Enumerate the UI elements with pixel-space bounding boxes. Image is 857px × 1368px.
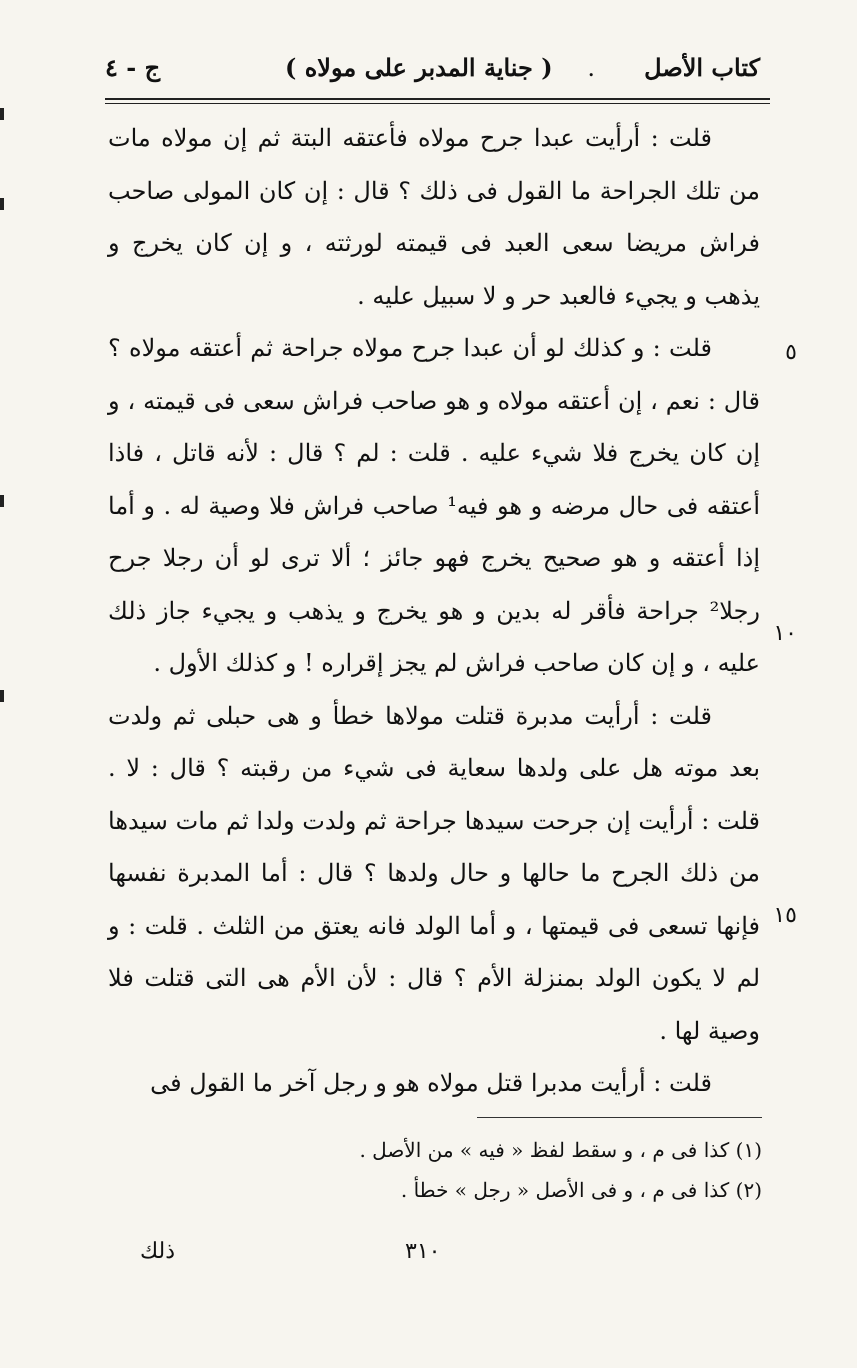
catchword: ذلك: [140, 1239, 176, 1264]
edge-mark: [0, 690, 4, 702]
line-number-15: ١٥: [773, 903, 797, 928]
paragraph: قلت : أرأيت مدبرة قتلت مولاها خطأ و هى حبلى ثم ولدت بعد موته هل على ولدها سعاية فى شيء من رقبته ؟ قال : لا . قلت : أرأيت إن جرحت سيدها جراحة ثم ولدت ولدا ثم مات سيدها من ذلك الجرح ما حالها و حال ولدها ؟ قال : أما المدبرة نفسها فإنها تسعى فى قيمتها ، و أما الولد فانه يعتق من الثلث . قلت : و لم لا يكون الولد بمنزلة الأم ؟ قال : لأن الأم هى التى قتلت فلا وصية لها .: [108, 701, 760, 1045]
edge-mark: [0, 495, 4, 507]
main-text: [108, 112, 760, 1110]
line-number-10: ١٠: [773, 621, 797, 646]
book-title: كتاب الأصل: [644, 53, 760, 82]
header-rule-thin: [105, 103, 770, 104]
chapter-title: ( جناية المدبر على مولاه ): [285, 53, 553, 82]
footnote-rule: [477, 1117, 762, 1118]
running-header: [105, 48, 770, 96]
edge-mark: [0, 108, 4, 120]
paragraph: قلت : و كذلك لو أن عبدا جرح مولاه جراحة ثم أعتقه مولاه ؟ قال : نعم ، إن أعتقه مولاه و هو صاحب فراش سعى فى قيمته ، و إن كان يخرج فلا شيء عليه . قلت : لم ؟ قال : لأنه قاتل ، فاذا أعتقه فى حال مرضه و هو فيه¹ صاحب فراش فلا وصية له . و أما إذا أعتقه و هو صحيح يخرج فهو جائز ؛ ألا ترى لو أن رجلا جرح رجلا² جراحة فأقر له بدين و هو يخرج و يذهب و يجيء جاز ذلك عليه ، و إن كان صاحب فراش لم يجز إقراره ! و كذلك الأول .: [108, 334, 760, 677]
line-number-5: ٥: [785, 340, 797, 365]
header-rule-thick: [105, 98, 770, 100]
footnotes: [122, 1130, 762, 1210]
paragraph: قلت : أرأيت عبدا جرح مولاه فأعتقه البتة ثم إن مولاه مات من تلك الجراحة ما القول فى ذلك ؟ قال : إن كان المولى صاحب فراش مريضا سعى العبد فى قيمته لورثته ، و إن كان يخرج و يذهب و يجيء فالعبد حر و لا سبيل عليه .: [108, 124, 760, 310]
volume-number: ج - ٤: [105, 53, 161, 82]
page-number: ٣١٠: [405, 1239, 441, 1264]
footnote-2: (٢) كذا فى م ، و فى الأصل « رجل » خطأ .: [400, 1178, 762, 1202]
footnote-1: (١) كذا فى م ، و سقط لفظ « فيه » من الأصل .: [359, 1138, 762, 1162]
header-separator: .: [587, 54, 595, 82]
edge-mark: [0, 198, 4, 210]
paragraph: قلت : أرأيت مدبرا قتل مولاه هو و رجل آخر ما القول فى: [150, 1069, 712, 1097]
